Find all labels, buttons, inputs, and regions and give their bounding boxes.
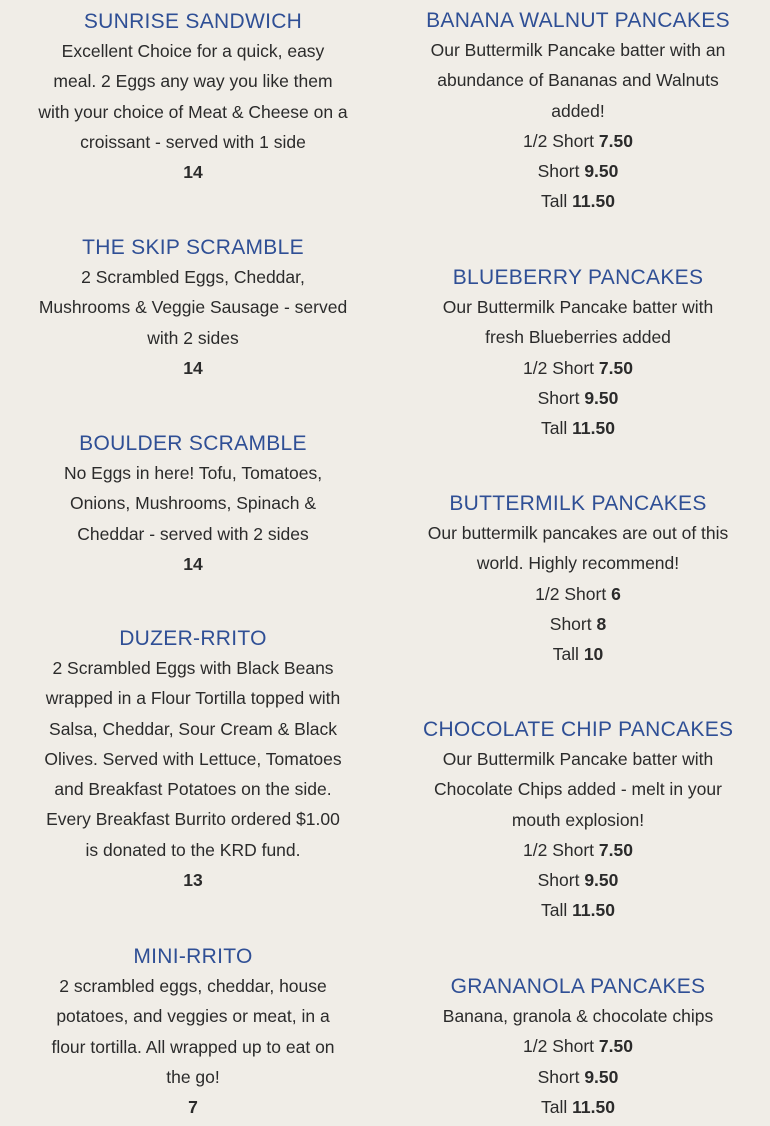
menu-item-chocolate-chip-pancakes bbox=[423, 716, 733, 926]
item-title: BOULDER SCRAMBLE bbox=[79, 432, 307, 455]
menu-item-mini-rrito bbox=[38, 943, 348, 1122]
item-title: BLUEBERRY PANCAKES bbox=[452, 266, 704, 289]
item-title: GRANANOLA PANCAKES bbox=[450, 975, 706, 998]
size-price-row bbox=[423, 609, 733, 639]
size-price: 7.50 bbox=[598, 130, 633, 151]
menu-item-skip-scramble bbox=[38, 234, 348, 383]
size-price: 11.50 bbox=[572, 1096, 615, 1117]
item-title: BANANA WALNUT PANCAKES bbox=[426, 9, 730, 32]
size-price-row bbox=[423, 835, 733, 865]
menu-item-boulder-scramble bbox=[38, 430, 348, 579]
item-price: 13 bbox=[183, 870, 203, 891]
size-label: Short bbox=[537, 1066, 580, 1087]
size-price: 7.50 bbox=[598, 1036, 633, 1057]
size-price: 10 bbox=[583, 644, 604, 665]
size-label: Short bbox=[537, 161, 580, 182]
size-price: 11.50 bbox=[572, 418, 615, 439]
item-price: 14 bbox=[183, 553, 203, 574]
size-label: 1/2 Short bbox=[523, 130, 595, 151]
size-price-row bbox=[423, 413, 733, 443]
size-price: 9.50 bbox=[584, 161, 619, 182]
size-label: Short bbox=[537, 387, 580, 408]
item-description: No Eggs in here! Tofu, Tomatoes, Onions, Mushrooms, Spinach & Cheddar - served with 2 sides bbox=[63, 463, 323, 544]
size-price-row bbox=[423, 126, 733, 156]
size-price-row bbox=[423, 1031, 733, 1061]
menu-item-granola-pancakes bbox=[423, 973, 733, 1122]
size-price: 6 bbox=[611, 583, 621, 604]
size-label: Tall bbox=[541, 191, 568, 212]
item-description: Our buttermilk pancakes are out of this world. Highly recommend! bbox=[427, 523, 729, 574]
size-label: Tall bbox=[541, 900, 568, 921]
item-title: BUTTERMILK PANCAKES bbox=[449, 492, 707, 515]
menu-item-sunrise-sandwich bbox=[38, 8, 348, 187]
item-description: Our Buttermilk Pancake batter with an abundance of Bananas and Walnuts added! bbox=[430, 40, 726, 121]
item-description: Our Buttermilk Pancake batter with Chocolate Chips added - melt in your mouth explosion! bbox=[434, 749, 722, 830]
size-price: 9.50 bbox=[584, 387, 619, 408]
size-label: Tall bbox=[541, 418, 568, 439]
item-description: 2 Scrambled Eggs with Black Beans wrapped in a Flour Tortilla topped with Salsa, Cheddar, Sour Cream & Black Olives. Served with Lettuce, Tomatoes and Breakfast Potatoes on the side. Every Breakfast Burrito ordered $1.00 is donated to the KRD fund. bbox=[44, 658, 342, 860]
item-price: 14 bbox=[183, 162, 203, 183]
menu-item-banana-walnut-pancakes bbox=[423, 7, 733, 217]
item-description: Excellent Choice for a quick, easy meal. 2 Eggs any way you like them with your choice of Meat & Cheese on a croissant - served with 1 side bbox=[38, 41, 348, 152]
size-label: Short bbox=[549, 613, 592, 634]
item-description: Our Buttermilk Pancake batter with fresh Blueberries added bbox=[442, 297, 714, 348]
item-title: SUNRISE SANDWICH bbox=[83, 10, 303, 33]
item-description: 2 Scrambled Eggs, Cheddar, Mushrooms & Veggie Sausage - served with 2 sides bbox=[38, 267, 348, 348]
item-price: 14 bbox=[183, 357, 203, 378]
item-title: DUZER-RRITO bbox=[119, 627, 267, 650]
size-label: 1/2 Short bbox=[535, 583, 607, 604]
size-price-row bbox=[423, 1062, 733, 1092]
item-description: 2 scrambled eggs, cheddar, house potatoes, and veggies or meat, in a flour tortilla. All wrapped up to eat on the go! bbox=[51, 976, 335, 1087]
size-price: 8 bbox=[596, 613, 607, 634]
menu-item-buttermilk-pancakes bbox=[423, 490, 733, 669]
item-price: 7 bbox=[188, 1097, 198, 1118]
size-price: 11.50 bbox=[572, 900, 615, 921]
size-price: 9.50 bbox=[584, 1066, 619, 1087]
size-price-row bbox=[423, 1092, 733, 1122]
menu-item-duzer-rrito bbox=[38, 625, 348, 895]
menu-item-blueberry-pancakes bbox=[423, 264, 733, 443]
size-label: Tall bbox=[552, 644, 579, 665]
size-price-row bbox=[423, 579, 733, 609]
size-label: 1/2 Short bbox=[523, 357, 595, 378]
size-label: Tall bbox=[541, 1096, 568, 1117]
item-title: CHOCOLATE CHIP PANCAKES bbox=[423, 718, 734, 741]
size-price-row bbox=[423, 186, 733, 216]
size-label: 1/2 Short bbox=[523, 839, 595, 860]
size-label: Short bbox=[537, 870, 580, 891]
size-price-row bbox=[423, 895, 733, 925]
size-price-row bbox=[423, 156, 733, 186]
item-description: Banana, granola & chocolate chips bbox=[442, 1006, 714, 1026]
item-title: THE SKIP SCRAMBLE bbox=[82, 236, 304, 259]
size-price: 7.50 bbox=[598, 839, 633, 860]
item-title: MINI-RRITO bbox=[133, 945, 253, 968]
size-price-row bbox=[423, 639, 733, 669]
size-price-row bbox=[423, 353, 733, 383]
size-price: 9.50 bbox=[584, 870, 619, 891]
size-price-row bbox=[423, 383, 733, 413]
size-price: 7.50 bbox=[598, 357, 633, 378]
size-price: 11.50 bbox=[572, 191, 615, 212]
size-label: 1/2 Short bbox=[523, 1036, 595, 1057]
size-price-row bbox=[423, 865, 733, 895]
